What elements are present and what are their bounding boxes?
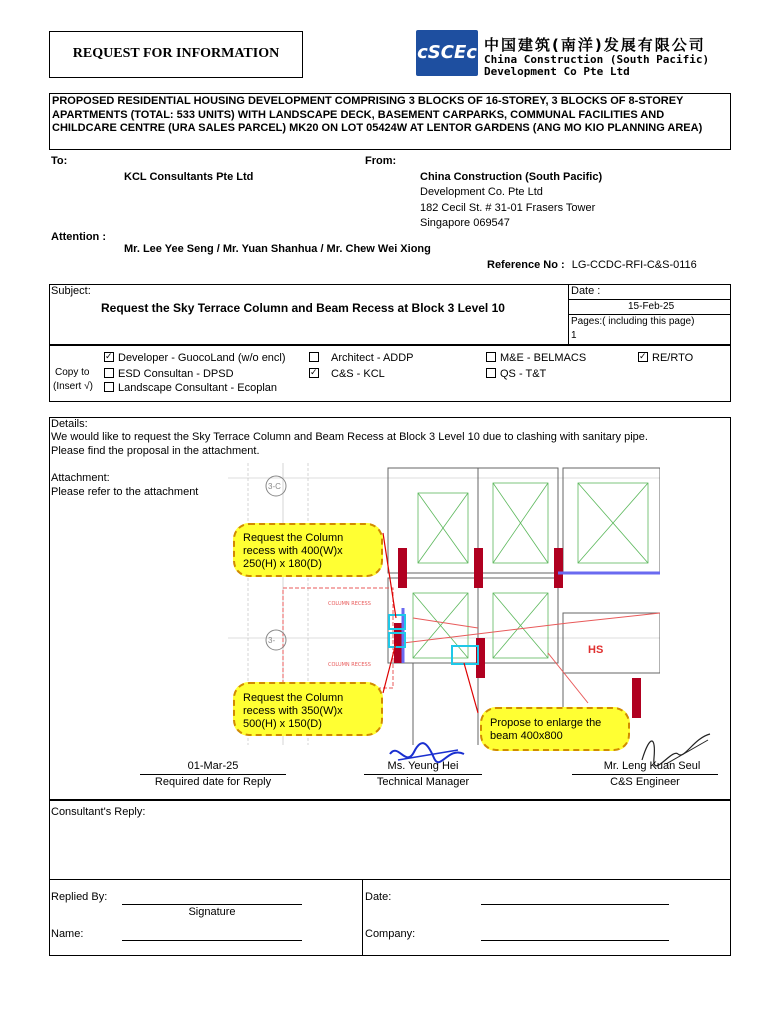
copy-item-developer[interactable]: ✓Developer - GuocoLand (w/o encl): [104, 351, 286, 364]
company-label: Company:: [365, 928, 416, 940]
callout-beam-enlarge: Propose to enlarge the beam 400x800: [480, 707, 630, 751]
copy-to-label: Copy to: [55, 367, 90, 378]
reply-date-line[interactable]: [481, 904, 669, 905]
attention-label: Attention :: [51, 231, 106, 243]
from-line-2: Development Co. Pte Ltd: [420, 186, 543, 198]
reply-vertical-divider: [362, 879, 363, 956]
checkbox-icon[interactable]: [638, 352, 648, 362]
subject-value: Request the Sky Terrace Column and Beam Recess at Block 3 Level 10: [101, 301, 505, 315]
manager-line: [364, 774, 482, 775]
details-label: Details:: [51, 418, 88, 430]
required-date: 01-Mar-25: [187, 760, 239, 772]
checkbox-icon[interactable]: [486, 368, 496, 378]
details-line-2: Please find the proposal in the attachment.: [51, 445, 260, 457]
consultant-reply-label: Consultant's Reply:: [51, 806, 146, 818]
manager-title: Technical Manager: [376, 776, 470, 788]
checkbox-icon[interactable]: [104, 382, 114, 392]
from-line-4: Singapore 069547: [420, 217, 510, 229]
from-line-1: China Construction (South Pacific): [420, 171, 603, 183]
required-date-label: Required date for Reply: [154, 776, 272, 788]
name-line[interactable]: [122, 940, 302, 941]
details-line-1: We would like to request the Sky Terrace Column and Beam Recess at Block 3 Level 10 due to clashing with sanitary pipe.: [51, 431, 648, 443]
checkbox-icon[interactable]: [104, 352, 114, 362]
to-value: KCL Consultants Pte Ltd: [124, 171, 254, 183]
engineer-title: C&S Engineer: [610, 776, 680, 788]
signature-label: Signature: [188, 906, 236, 918]
copy-item-esd[interactable]: ESD Consultan - DPSD: [104, 367, 234, 380]
copy-item-architect[interactable]: Architect - ADDP: [309, 351, 414, 364]
required-date-line: [140, 774, 286, 775]
copy-to-hint: (Insert √): [53, 381, 93, 392]
grid-label-1: 3-C: [268, 482, 281, 491]
company-name-cn: 中国建筑(南洋)发展有限公司: [484, 36, 706, 54]
copy-item-landscape[interactable]: Landscape Consultant - Ecoplan: [104, 381, 277, 394]
callout-column-recess-2: Request the Column recess with 350(W)x 500(H) x 150(D): [233, 682, 383, 736]
attachment-label: Attachment:: [51, 472, 110, 484]
to-label: To:: [51, 155, 68, 167]
date-divider: [568, 299, 731, 300]
reference-label: Reference No :: [487, 259, 565, 271]
attention-value: Mr. Lee Yee Seng / Mr. Yuan Shanhua / Mr. Chew Wei Xiong: [124, 243, 431, 255]
manager-name: Ms. Yeung Hei: [387, 760, 459, 772]
recess-label-1: COLUMN RECESS: [328, 601, 371, 607]
from-label: From:: [365, 155, 397, 167]
copy-item-cs[interactable]: ✓ C&S - KCL: [309, 367, 385, 380]
company-logo: cSCEc: [416, 30, 478, 76]
callout-column-recess-1: Request the Column recess with 400(W)x 250(H) x 180(D): [233, 523, 383, 577]
replied-by-label: Replied By:: [51, 891, 108, 903]
engineer-line: [572, 774, 718, 775]
pages-divider: [568, 314, 731, 315]
name-label: Name:: [51, 928, 84, 940]
date-value: 15-Feb-25: [628, 301, 675, 312]
checkbox-icon[interactable]: [309, 368, 319, 378]
copy-item-qs[interactable]: QS - T&T: [486, 367, 546, 380]
engineer-name: Mr. Leng Kuan Seul: [603, 760, 701, 772]
subject-label: Subject:: [51, 285, 91, 297]
grid-label-2: 3-: [268, 636, 276, 645]
checkbox-icon[interactable]: [486, 352, 496, 362]
from-line-3: 182 Cecil St. # 31-01 Frasers Tower: [420, 202, 596, 214]
pages-value: 1: [571, 330, 577, 341]
company-name-en-1: China Construction (South Pacific): [484, 53, 710, 66]
project-title: PROPOSED RESIDENTIAL HOUSING DEVELOPMENT COMPRISING 3 BLOCKS OF 16-STOREY, 3 BLOCKS OF 8-STOREY APARTMENTS (TOTAL: 533 UNITS) WITH LANDSCAPE DECK, BASEMENT CARPARKS, COMMUNAL FACILITIES AND CHILDCARE CENTRE (URA SALES PARCEL) MK20 ON LOT 05424W AT LENTOR GARDENS (ANG MO KIO PLANNING AREA): [52, 95, 703, 134]
reference-row: [487, 259, 697, 271]
hs-label: HS: [588, 644, 604, 656]
project-box: [49, 93, 731, 150]
copy-item-re-rto[interactable]: ✓ RE/RTO: [638, 351, 693, 364]
checkbox-icon[interactable]: [309, 352, 319, 362]
page-title: REQUEST FOR INFORMATION: [72, 46, 280, 61]
date-label: Date :: [571, 285, 601, 297]
replied-by-line[interactable]: [122, 904, 302, 905]
recess-label-2: COLUMN RECESS: [328, 662, 371, 668]
copy-item-me[interactable]: M&E - BELMACS: [486, 351, 586, 364]
checkbox-icon[interactable]: [104, 368, 114, 378]
company-line[interactable]: [481, 940, 669, 941]
attachment-text: Please refer to the attachment: [51, 486, 199, 498]
pages-label: Pages:( including this page): [571, 316, 695, 327]
reference-value: LG-CCDC-RFI-C&S-0116: [571, 259, 697, 271]
reply-date-label: Date:: [365, 891, 392, 903]
title-box: [49, 31, 303, 78]
reply-divider: [49, 879, 731, 880]
company-name-en-2: Development Co Pte Ltd: [484, 65, 630, 78]
